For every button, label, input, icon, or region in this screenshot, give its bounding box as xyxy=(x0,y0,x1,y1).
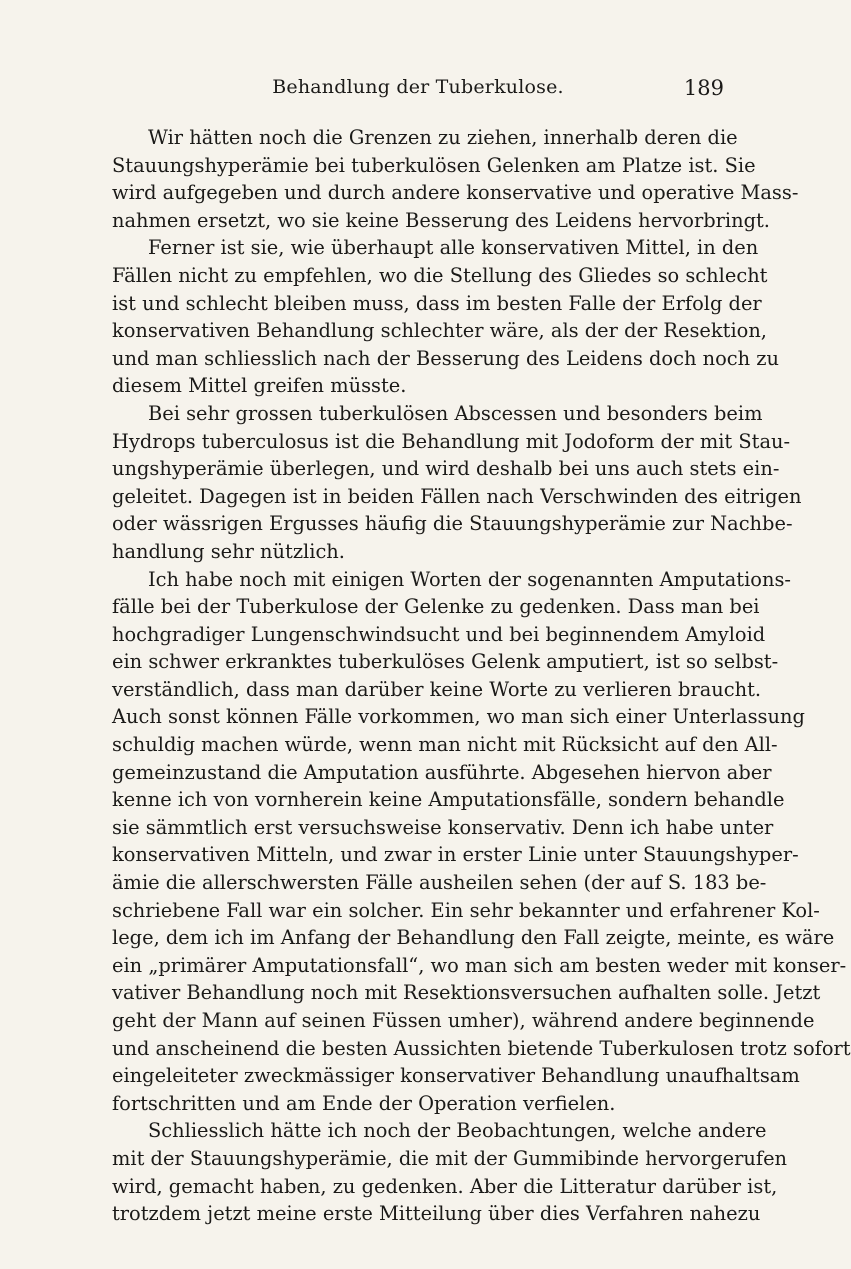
text-line: ein „primärer Amputationsfall“, wo man sich am besten weder mit konser- xyxy=(112,953,847,977)
text-line: Schliesslich hätte ich noch der Beobachtungen, welche andere xyxy=(148,1119,767,1143)
text-line: Wir hätten noch die Grenzen zu ziehen, innerhalb deren die xyxy=(148,126,738,149)
text-line: konservativen Behandlung schlechter wäre, als der der Resektion, xyxy=(112,319,767,343)
text-line: eingeleiteter zweckmässiger konservativer Behandlung unaufhaltsam xyxy=(112,1064,800,1088)
text-line: nahmen ersetzt, wo sie keine Besserung des Leidens hervorbringt. xyxy=(112,208,770,232)
text-line: fortschritten und am Ende der Operation verfielen. xyxy=(112,1091,616,1115)
text-line: schriebene Fall war ein solcher. Ein sehr bekannter und erfahrener Kol- xyxy=(112,898,820,922)
text-line: und anscheinend die besten Aussichten bietende Tuberkulosen trotz sofort xyxy=(112,1036,851,1060)
text-line: Bei sehr grossen tuberkulösen Abscessen und besonders beim xyxy=(148,401,763,425)
running-head xyxy=(112,76,724,106)
text-line: Hydrops tuberculosus ist die Behandlung mit Jodoform der mit Stau- xyxy=(112,429,791,453)
text-line: vativer Behandlung noch mit Resektionsversuchen aufhalten solle. Jetzt xyxy=(112,981,821,1005)
text-line: Stauungshyperämie bei tuberkulösen Gelenken am Platze ist. Sie xyxy=(112,153,756,177)
text-line: und man schliesslich nach der Besserung des Leidens doch noch zu xyxy=(112,346,779,370)
text-line: hochgradiger Lungenschwindsucht und bei beginnendem Amyloid xyxy=(112,622,766,646)
text-line: schuldig machen würde, wenn man nicht mit Rücksicht auf den All- xyxy=(112,733,778,757)
text-line: wird, gemacht haben, zu gedenken. Aber die Litteratur darüber ist, xyxy=(112,1174,778,1198)
text-line: handlung sehr nützlich. xyxy=(112,539,345,563)
text-line: konservativen Mitteln, und zwar in erster Linie unter Stauungshyper- xyxy=(112,843,799,867)
text-line: geht der Mann auf seinen Füssen umher), während andere beginnende xyxy=(112,1009,815,1032)
text-line: Fällen nicht zu empfehlen, wo die Stellung des Gliedes so schlecht xyxy=(112,263,768,287)
text-line: gemeinzustand die Amputation ausführte. Abgesehen hiervon aber xyxy=(112,760,772,784)
text-line: ungshyperämie überlegen, und wird deshalb bei uns auch stets ein- xyxy=(112,457,780,481)
text-line: diesem Mittel greifen müsste. xyxy=(112,374,407,398)
text-line: fälle bei der Tuberkulose der Gelenke zu gedenken. Dass man bei xyxy=(112,595,760,619)
text-line: wird aufgegeben und durch andere konservative und operative Mass- xyxy=(112,181,799,205)
text-line: Ferner ist sie, wie überhaupt alle konservativen Mittel, in den xyxy=(148,236,759,260)
text-line: geleitet. Dagegen ist in beiden Fällen nach Verschwinden des eitrigen xyxy=(112,484,802,508)
text-line: lege, dem ich im Anfang der Behandlung den Fall zeigte, meinte, es wäre xyxy=(112,926,835,950)
running-title: Behandlung der Tuberkulose. xyxy=(272,76,564,98)
text-line: Ich habe noch mit einigen Worten der sogenannten Amputations- xyxy=(148,567,791,591)
text-line: sie sämmtlich erst versuchsweise konservativ. Denn ich habe unter xyxy=(112,815,774,839)
text-line: ist und schlecht bleiben muss, dass im besten Falle der Erfolg der xyxy=(112,291,762,315)
text-line: oder wässrigen Ergusses häufig die Stauungshyperämie zur Nachbe- xyxy=(112,512,793,536)
text-line: mit der Stauungshyperämie, die mit der Gummibinde hervorgerufen xyxy=(112,1146,788,1170)
text-line: verständlich, dass man darüber keine Worte zu verlieren braucht. xyxy=(112,677,762,701)
text-line: Auch sonst können Fälle vorkommen, wo man sich einer Unterlassung xyxy=(112,705,805,729)
text-line: kenne ich von vornherein keine Amputationsfälle, sondern behandle xyxy=(112,788,785,812)
page-number: 189 xyxy=(683,76,724,100)
text-line: ämie die allerschwersten Fälle ausheilen sehen (der auf S. 183 be- xyxy=(112,871,767,895)
text-line: ein schwer erkranktes tuberkulöses Gelenk amputiert, ist so selbst- xyxy=(112,650,779,674)
body-text xyxy=(112,124,851,1228)
text-line: trotzdem jetzt meine erste Mitteilung über dies Verfahren nahezu xyxy=(112,1202,761,1226)
